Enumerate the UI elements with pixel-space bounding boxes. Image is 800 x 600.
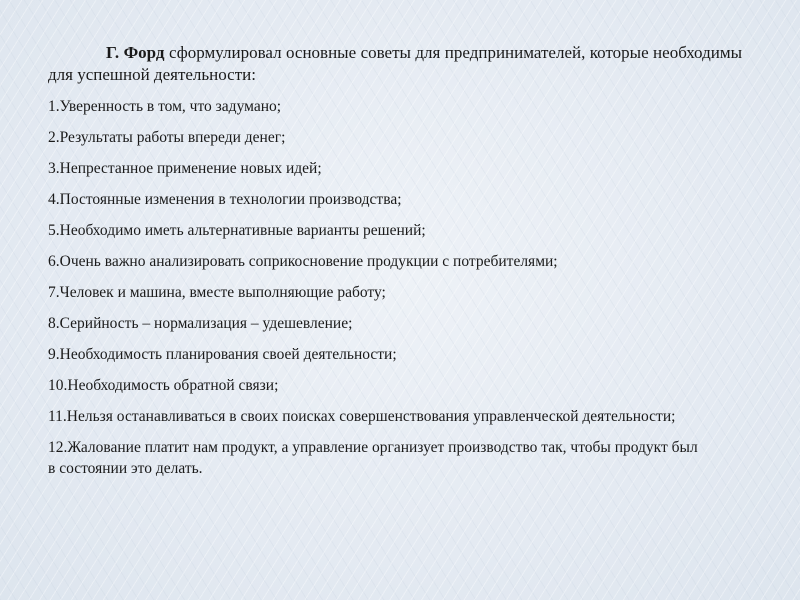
list-item: 7.Человек и машина, вместе выполняющие работу; [48,284,386,301]
list-item: 4.Постоянные изменения в технологии производства; [48,191,402,208]
list-item: 2.Результаты работы впереди денег; [48,129,286,146]
list-item: 1.Уверенность в том, что задумано; [48,98,282,115]
list-item: 3.Непрестанное применение новых идей; [48,160,322,177]
list-item: 5.Необходимо иметь альтернативные варианты решений; [48,222,426,239]
list-item: 8.Серийность – нормализация – удешевление; [48,315,353,332]
list-item: 11.Нельзя останавливаться в своих поисках совершенствования управленческой деятельности; [48,408,676,425]
list-item: 10.Необходимость обратной связи; [48,377,279,394]
author-name: Г. Форд [106,43,165,62]
list-item: 12.Жалование платит нам продукт, а управление организует производство так, чтобы продукт был в состоянии это делать. [48,439,698,477]
list-item: 6.Очень важно анализировать соприкосновение продукции с потребителями; [48,253,558,270]
intro-paragraph [48,42,742,86]
advice-list [48,96,708,479]
list-item: 9.Необходимость планирования своей деятельности; [48,346,397,363]
slide-content [48,42,742,489]
intro-text: сформулировал основные советы для предпринимателей, которые необходимы для успешной деятельности: [48,43,742,84]
